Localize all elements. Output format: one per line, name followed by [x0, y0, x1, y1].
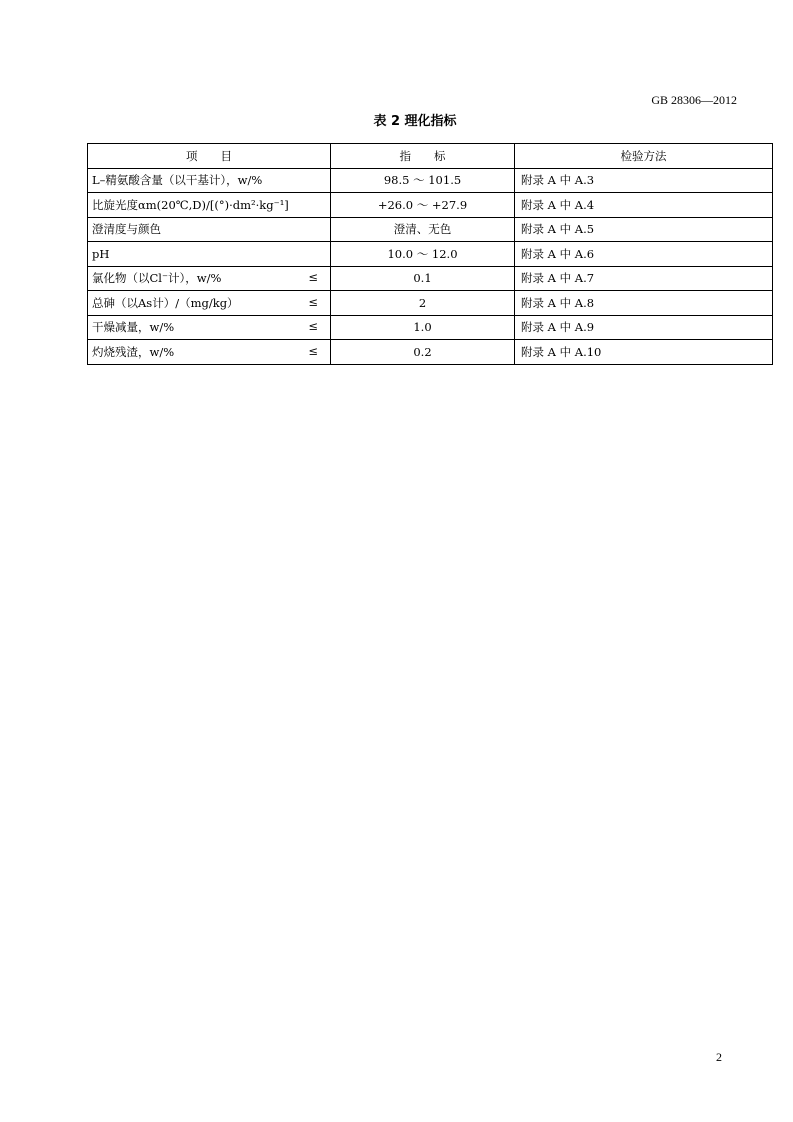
- limit-symbol: ≤: [308, 343, 318, 358]
- item-cell: [88, 193, 331, 218]
- method-cell: 附录 A 中 A.6: [515, 242, 773, 267]
- item-cell: [88, 291, 331, 316]
- table-row: [88, 291, 773, 316]
- item-name: 总砷（以As计）/（mg/kg）: [92, 295, 239, 310]
- item-cell: [88, 168, 331, 193]
- spec-cell: 2: [331, 291, 515, 316]
- standard-code: GB 28306—2012: [651, 93, 737, 107]
- method-cell: 附录 A 中 A.8: [515, 291, 773, 316]
- method-cell: 附录 A 中 A.10: [515, 340, 773, 365]
- item-cell: [88, 315, 331, 340]
- table-row: [88, 217, 773, 242]
- item-name: 比旋光度αm(20℃,D)/[(°)·dm²·kg⁻¹]: [92, 197, 289, 212]
- limit-symbol: ≤: [308, 294, 318, 309]
- page-number: 2: [716, 1050, 722, 1064]
- table-title: 表 2 理化指标: [373, 114, 457, 129]
- item-name: pH: [92, 246, 110, 261]
- method-cell: 附录 A 中 A.9: [515, 315, 773, 340]
- item-cell: [88, 242, 331, 267]
- limit-symbol: ≤: [308, 319, 318, 334]
- table-row: [88, 315, 773, 340]
- table-row: [88, 242, 773, 267]
- header-item: 项 目: [88, 144, 331, 169]
- physicochemical-table: [87, 143, 773, 365]
- spec-cell: 0.1: [331, 266, 515, 291]
- spec-cell: 0.2: [331, 340, 515, 365]
- item-name: L–精氨酸含量（以干基计），w/%: [92, 173, 263, 188]
- method-cell: 附录 A 中 A.4: [515, 193, 773, 218]
- header-method: 检验方法: [515, 144, 773, 169]
- table-header-row: [88, 144, 773, 169]
- method-cell: 附录 A 中 A.7: [515, 266, 773, 291]
- spec-cell: +26.0 ～ +27.9: [331, 193, 515, 218]
- header-spec: 指 标: [331, 144, 515, 169]
- method-cell: 附录 A 中 A.5: [515, 217, 773, 242]
- spec-cell: 10.0 ～ 12.0: [331, 242, 515, 267]
- table-row: [88, 340, 773, 365]
- table-row: [88, 193, 773, 218]
- table-row: [88, 168, 773, 193]
- item-name: 灼烧残渣，w/%: [92, 344, 175, 359]
- item-cell: [88, 266, 331, 291]
- spec-cell: 98.5 ～ 101.5: [331, 168, 515, 193]
- item-name: 氯化物（以Cl⁻计），w/%: [92, 271, 222, 286]
- item-name: 干燥减量，w/%: [92, 320, 175, 335]
- item-name: 澄清度与颜色: [92, 222, 161, 237]
- table-row: [88, 266, 773, 291]
- item-cell: [88, 340, 331, 365]
- method-cell: 附录 A 中 A.3: [515, 168, 773, 193]
- spec-cell: 澄清、无色: [331, 217, 515, 242]
- limit-symbol: ≤: [308, 270, 318, 285]
- item-cell: [88, 217, 331, 242]
- spec-cell: 1.0: [331, 315, 515, 340]
